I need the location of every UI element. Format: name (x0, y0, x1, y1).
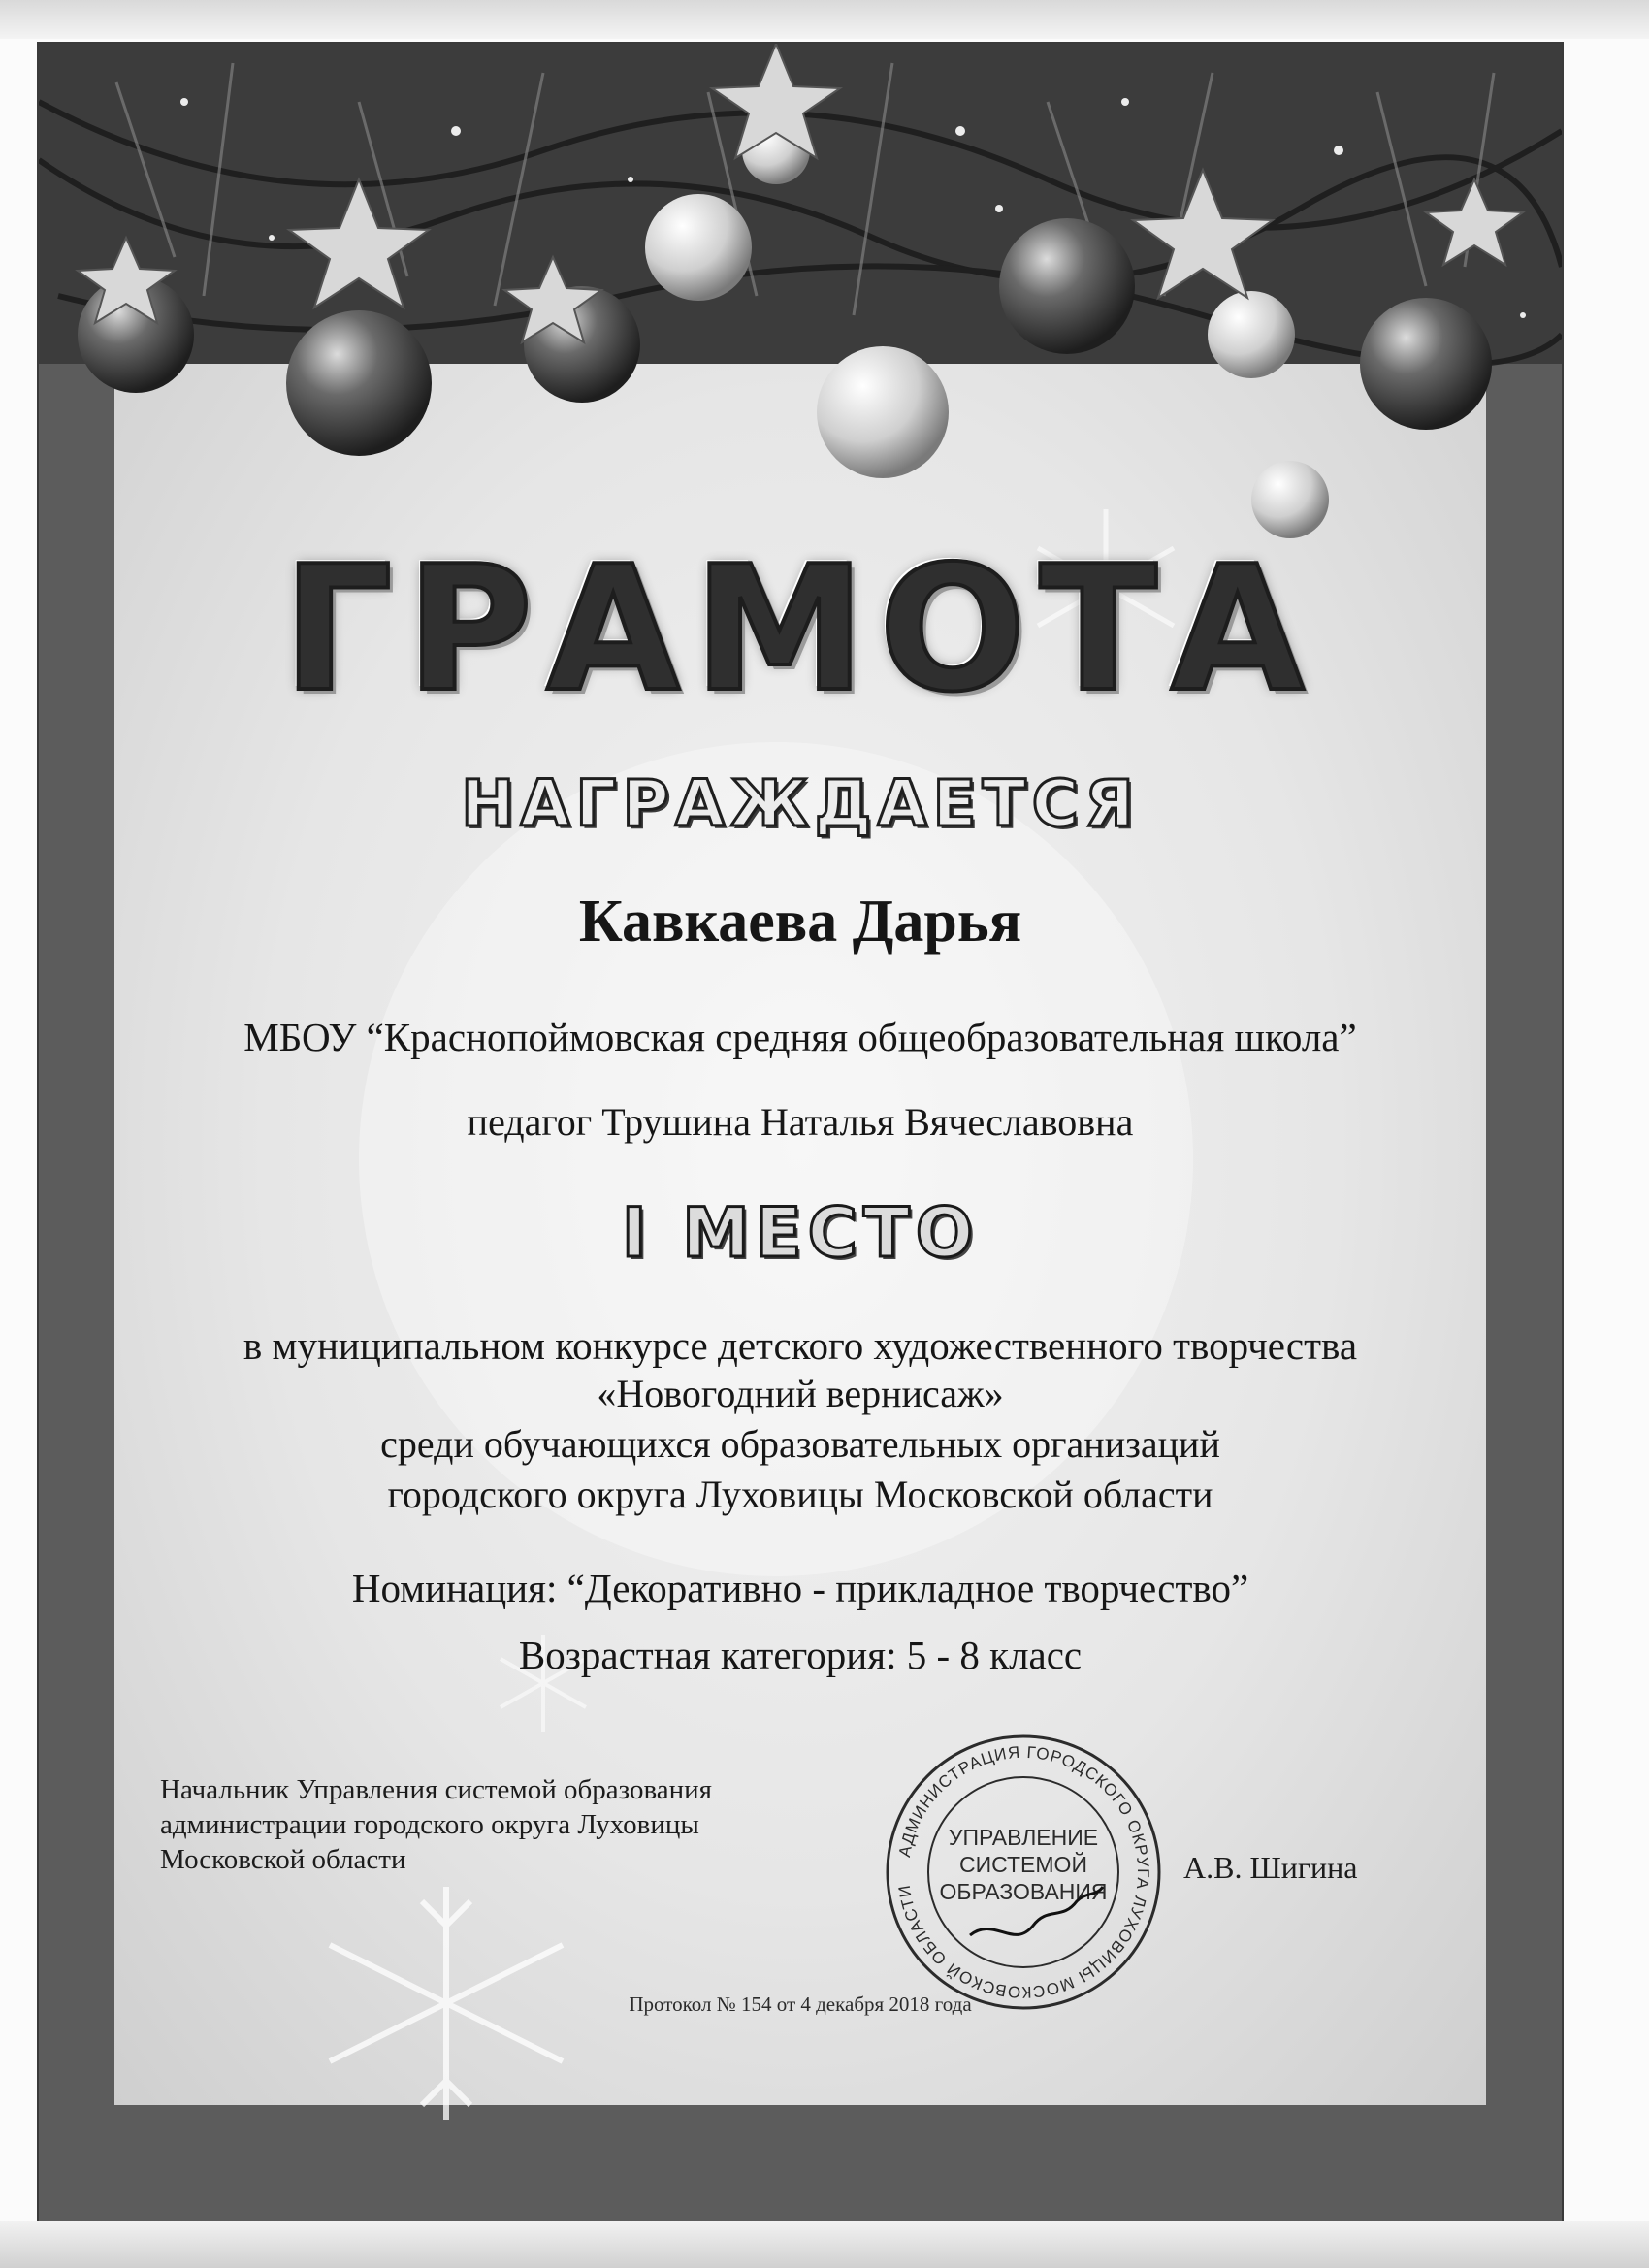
teacher-name: педагог Трушина Наталья Вячеславовна (467, 1100, 1134, 1144)
age-category: Возрастная категория: 5 - 8 класс (518, 1633, 1083, 1677)
seal-center-text: ОБРАЗОВАНИЯ (939, 1879, 1108, 1904)
scan-edge-bottom (0, 2221, 1649, 2268)
seal-ring-text: АДМИНИСТРАЦИЯ ГОРОДСКОГО ОКРУГА ЛУХОВИЦЫ МОСКОВСКОЙ ОБЛАСТИ (894, 1742, 1153, 2002)
scan-edge-top (0, 0, 1649, 39)
contest-line: в муниципальном конкурсе детского художественного творчества (242, 1323, 1358, 1368)
signer-title (160, 1772, 858, 1877)
signer-title-line: администрации городского округа Луховицы (160, 1809, 699, 1840)
contest-line: среди обучающихся образовательных организаций (380, 1422, 1220, 1466)
contest-line: городского округа Луховицы Московской области (387, 1473, 1213, 1516)
seal-center-text: УПРАВЛЕНИЕ (948, 1825, 1099, 1850)
certificate-text (39, 44, 1562, 2226)
contest-line: «Новогодний вернисаж» (597, 1372, 1004, 1415)
seal-center-text: СИСТЕМОЙ (959, 1852, 1087, 1877)
nomination: Номинация: “Декоративно - прикладное творчество” (351, 1566, 1249, 1610)
awarded-heading: НАГРАЖДАЕТСЯ (461, 766, 1140, 841)
signer-title-line: Московской области (160, 1844, 406, 1875)
recipient-name: Кавкаева Дарья (578, 889, 1022, 955)
signer-title-line: Начальник Управления системой образования (160, 1774, 712, 1805)
place-award: I МЕСТО (621, 1193, 980, 1273)
school-name: МБОУ “Краснопоймовская средняя общеобразовательная школа” (243, 1015, 1357, 1059)
protocol-note: Протокол № 154 от 4 декабря 2018 года (629, 1993, 972, 2016)
certificate (39, 44, 1562, 2226)
certificate-title: ГРАМОТА (282, 529, 1318, 729)
official-seal (878, 1727, 1169, 2018)
signer-name: А.В. Шигина (1183, 1850, 1358, 1885)
